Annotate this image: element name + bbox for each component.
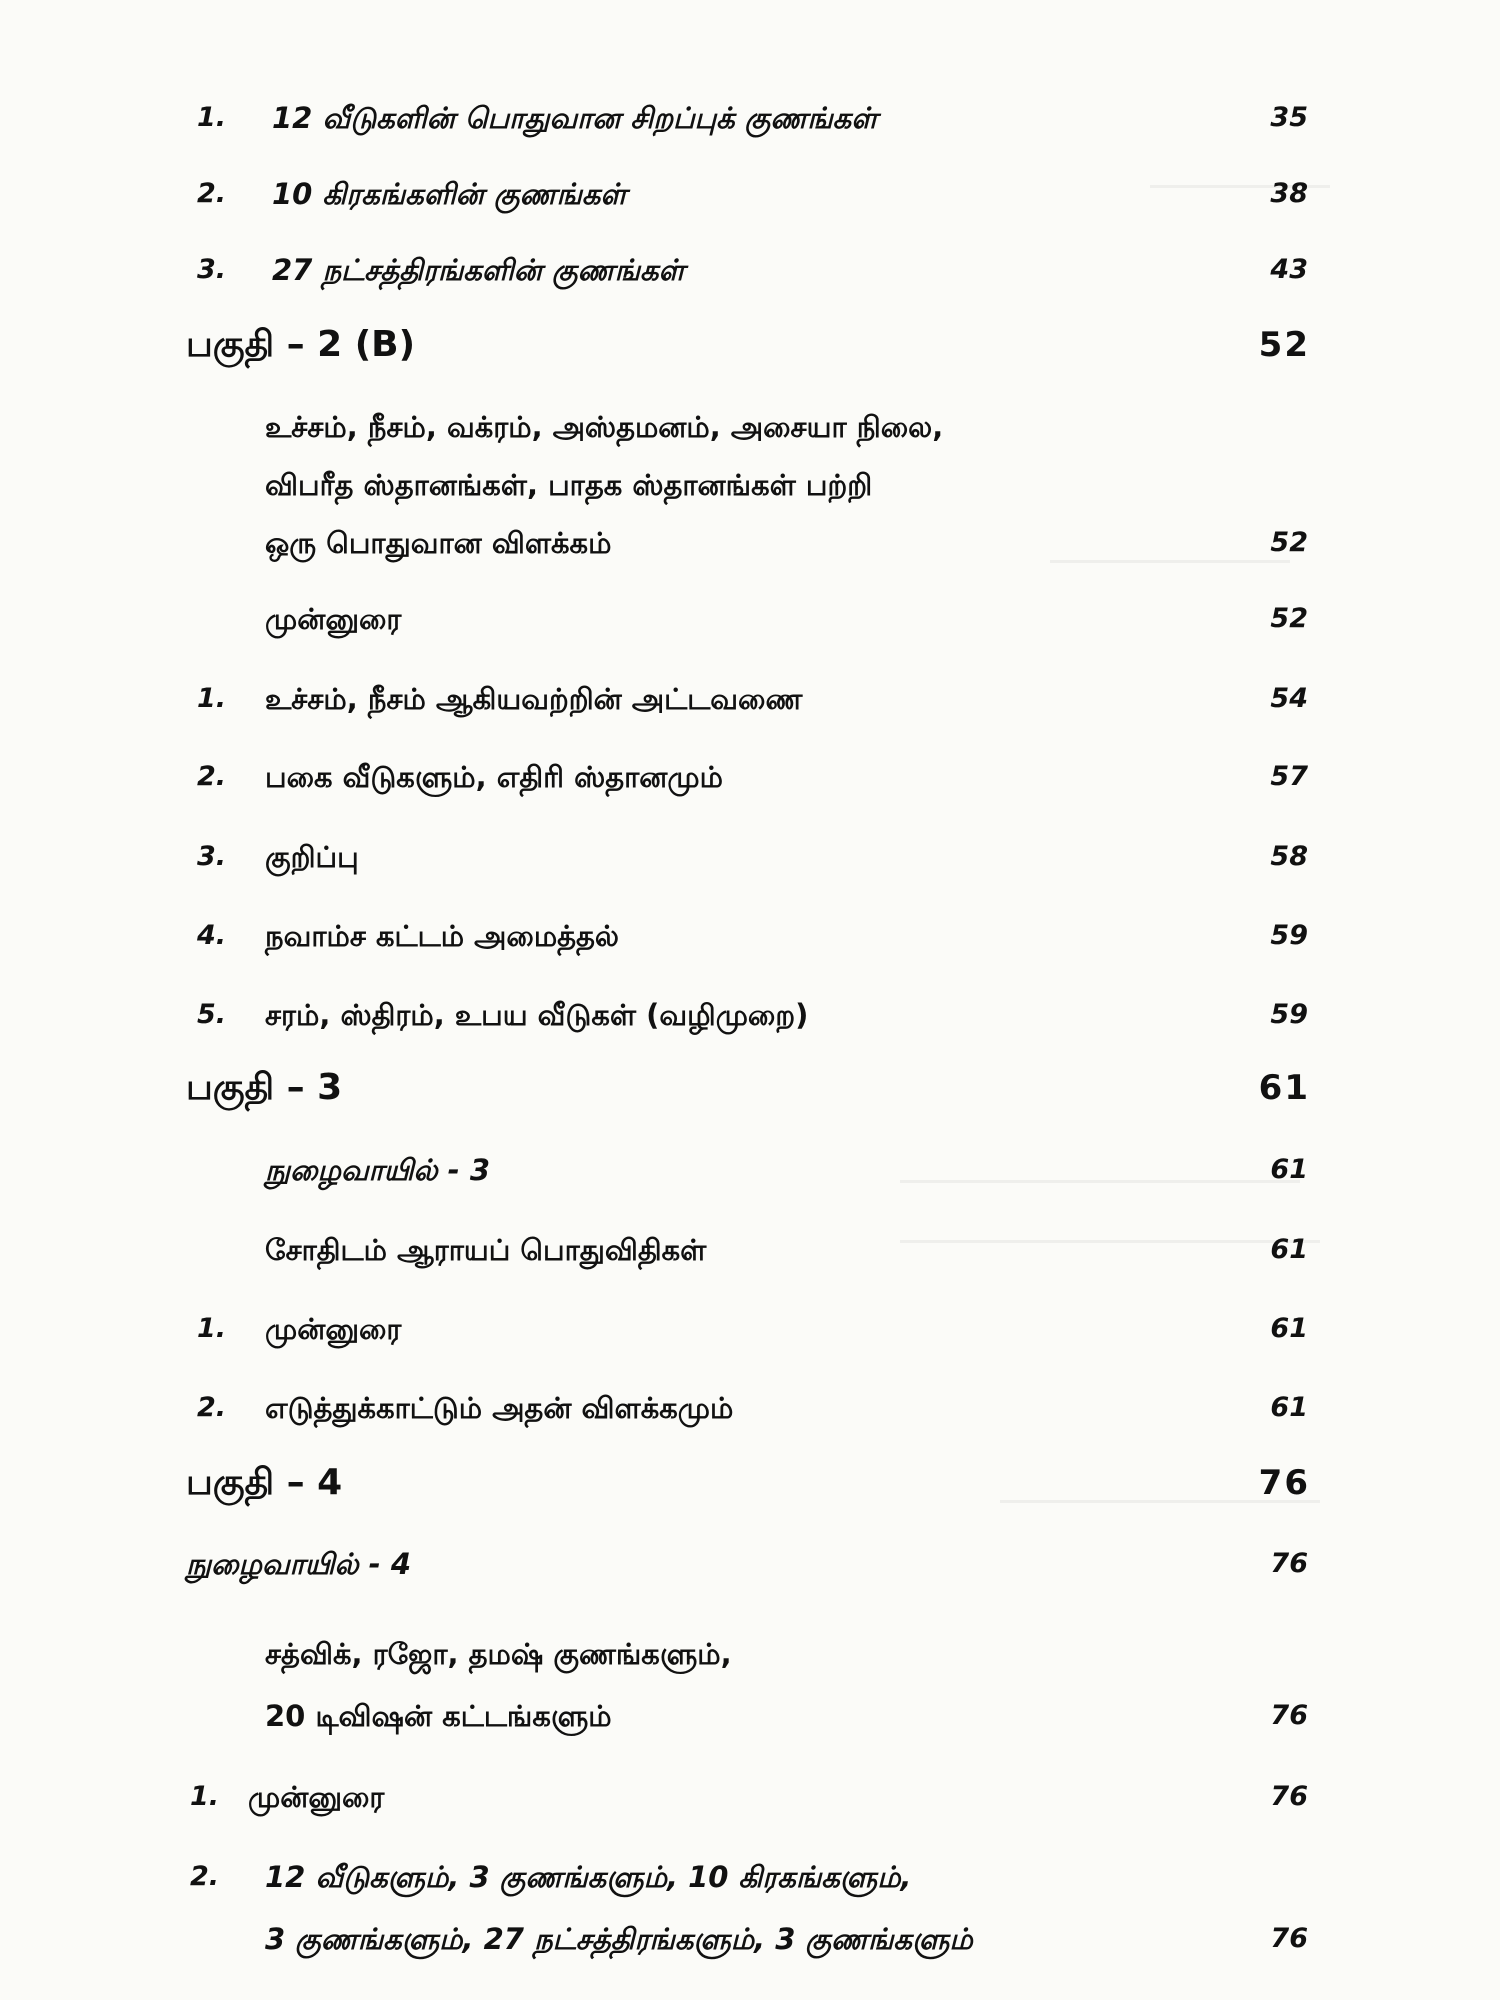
entry-title: குறிப்பு — [265, 840, 359, 874]
entry-page: 61 — [1270, 1313, 1308, 1344]
entry-page: 35 — [1270, 102, 1308, 133]
entry-number: 1. — [197, 1313, 227, 1344]
entry-page: 58 — [1270, 841, 1308, 872]
entry-number: 3. — [197, 841, 227, 872]
entry-title: நுழைவாயில் - 3 — [265, 1153, 490, 1187]
toc-entry-continued — [0, 1917, 1500, 1961]
entry-page: 76 — [1270, 1548, 1308, 1579]
entry-page: 43 — [1270, 254, 1308, 285]
entry-page: 38 — [1270, 178, 1308, 209]
entry-title: விபரீத ஸ்தானங்கள், பாதக ஸ்தானங்கள் பற்றி — [265, 468, 873, 502]
entry-page: 61 — [1270, 1234, 1308, 1265]
entry-number: 1. — [197, 102, 227, 133]
toc-entry[interactable] — [0, 1307, 1500, 1351]
entry-title: நுழைவாயில் - 4 — [186, 1547, 411, 1581]
entry-title: முன்னுரை — [265, 1312, 402, 1346]
entry-number: 1. — [197, 683, 227, 714]
entry-title: முன்னுரை — [248, 1780, 385, 1814]
toc-entry[interactable] — [0, 1228, 1500, 1272]
toc-section[interactable] — [0, 1063, 1500, 1113]
entry-page: 54 — [1270, 683, 1308, 714]
toc-entry-continued — [0, 1694, 1500, 1738]
toc-entry[interactable] — [0, 597, 1500, 641]
toc-entry[interactable] — [0, 1775, 1500, 1819]
toc-entry[interactable] — [0, 1386, 1500, 1430]
entry-title: 27 நட்சத்திரங்களின் குணங்கள் — [272, 253, 685, 287]
toc-entry[interactable] — [0, 755, 1500, 799]
section-page: 61 — [1258, 1068, 1310, 1108]
toc-section[interactable] — [0, 320, 1500, 370]
entry-title: சரம், ஸ்திரம், உபய வீடுகள் (வழிமுறை) — [265, 998, 809, 1032]
toc-entry-continued — [0, 463, 1500, 507]
entry-title: சத்விக், ரஜோ, தமஷ் குணங்களும், — [265, 1637, 732, 1671]
section-title: பகுதி – 3 — [186, 1067, 343, 1108]
toc-entry[interactable] — [0, 405, 1500, 449]
entry-title: பகை வீடுகளும், எதிரி ஸ்தானமும் — [265, 760, 723, 794]
entry-number: 1. — [190, 1781, 220, 1812]
entry-number: 4. — [197, 920, 227, 951]
section-page: 52 — [1258, 325, 1310, 365]
entry-number: 2. — [197, 761, 227, 792]
entry-number: 2. — [197, 178, 227, 209]
entry-page: 52 — [1270, 527, 1308, 558]
entry-number: 2. — [197, 1392, 227, 1423]
entry-title: 12 வீடுகளின் பொதுவான சிறப்புக் குணங்கள் — [272, 101, 878, 135]
toc-entry[interactable] — [0, 1632, 1500, 1676]
entry-page: 76 — [1270, 1923, 1308, 1954]
toc-entry[interactable] — [0, 835, 1500, 879]
entry-number: 3. — [197, 254, 227, 285]
entry-number: 5. — [197, 999, 227, 1030]
entry-title: எடுத்துக்காட்டும் அதன் விளக்கமும் — [265, 1391, 734, 1425]
toc-entry[interactable] — [0, 172, 1500, 216]
toc-section[interactable] — [0, 1458, 1500, 1508]
entry-title: உச்சம், நீசம் ஆகியவற்றின் அட்டவணை — [265, 682, 803, 716]
entry-page: 52 — [1270, 603, 1308, 634]
entry-number: 2. — [190, 1861, 220, 1892]
entry-title: நவாம்ச கட்டம் அமைத்தல் — [265, 919, 620, 953]
entry-title: 20 டிவிஷன் கட்டங்களும் — [265, 1699, 612, 1733]
entry-title: ஒரு பொதுவான விளக்கம் — [265, 526, 612, 560]
entry-page: 57 — [1270, 761, 1308, 792]
section-title: பகுதி – 4 — [186, 1462, 343, 1503]
entry-page: 61 — [1270, 1154, 1308, 1185]
section-page: 76 — [1258, 1463, 1310, 1503]
entry-title: உச்சம், நீசம், வக்ரம், அஸ்தமனம், அசையா நிலை, — [265, 410, 944, 444]
toc-entry[interactable] — [0, 1148, 1500, 1192]
toc-entry[interactable] — [0, 1855, 1500, 1899]
entry-page: 59 — [1270, 999, 1308, 1030]
toc-entry[interactable] — [0, 1542, 1500, 1586]
entry-page: 76 — [1270, 1700, 1308, 1731]
entry-page: 61 — [1270, 1392, 1308, 1423]
entry-page: 76 — [1270, 1781, 1308, 1812]
entry-title: 10 கிரகங்களின் குணங்கள் — [272, 177, 627, 211]
toc-entry[interactable] — [0, 993, 1500, 1037]
entry-title: சோதிடம் ஆராயப் பொதுவிதிகள் — [265, 1233, 707, 1267]
entry-page: 59 — [1270, 920, 1308, 951]
entry-title: 3 குணங்களும், 27 நட்சத்திரங்களும், 3 குணங்களும் — [265, 1922, 973, 1956]
toc-entry[interactable] — [0, 677, 1500, 721]
toc-entry[interactable] — [0, 248, 1500, 292]
toc-entry[interactable] — [0, 96, 1500, 140]
toc-entry-continued — [0, 521, 1500, 565]
toc-entry[interactable] — [0, 914, 1500, 958]
section-title: பகுதி – 2 (B) — [186, 324, 416, 365]
entry-title: 12 வீடுகளும், 3 குணங்களும், 10 கிரகங்களும், — [265, 1860, 912, 1894]
entry-title: முன்னுரை — [265, 602, 402, 636]
